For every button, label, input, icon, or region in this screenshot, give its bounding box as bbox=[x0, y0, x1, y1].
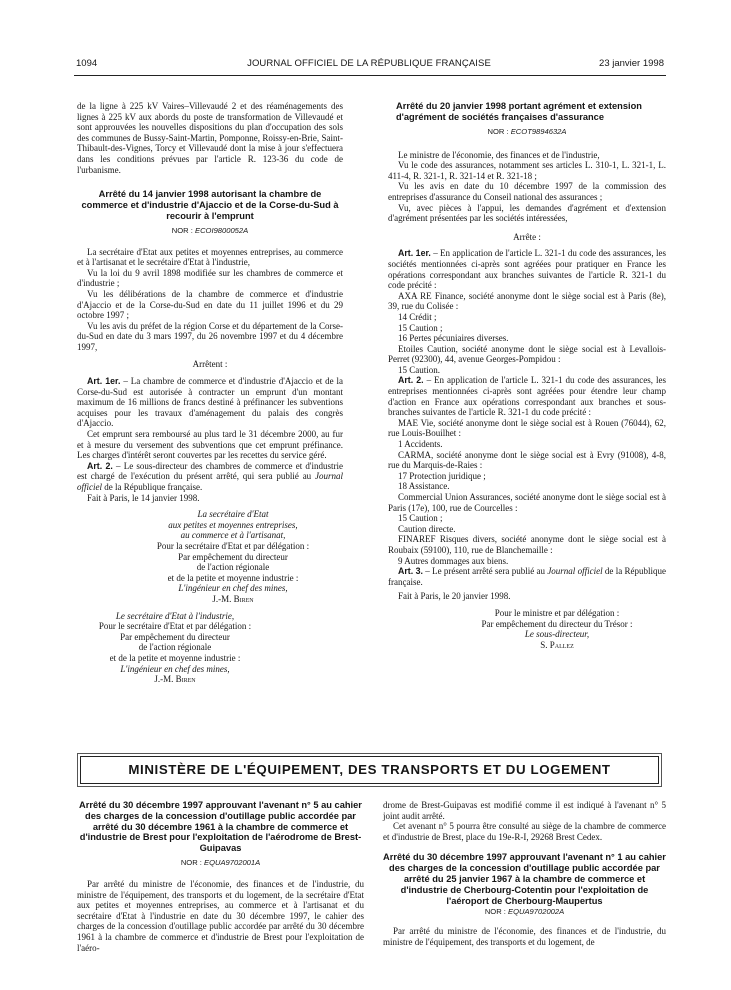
fait-a-paris: Fait à Paris, le 14 janvier 1998. bbox=[87, 492, 200, 503]
list-item: 14 Crédit ; bbox=[398, 311, 437, 322]
nor-reference: NOR : EQUA9702002A bbox=[484, 907, 565, 917]
header-rule bbox=[74, 75, 666, 76]
article-2: Art. 2. – En application de l'article L. 321-1 du code des assurances, les entreprises mentionnées ci-après sont agréées pour étendre leur champ d'action en France aux opérations correspondant aux branches et sous-branches suivantes de l'article R. 321-1 du code précité : bbox=[388, 375, 666, 418]
decree-title-assurance: Arrêté du 20 janvier 1998 portant agrément et extension d'agrément de sociétés françaises d'assurance bbox=[396, 101, 642, 122]
list-item: FINAREF Risques divers, société anonyme dont le siège social est à Roubaix (59100), 110, rue de Blanchemaille : bbox=[388, 534, 666, 555]
page-number: 1094 bbox=[76, 58, 98, 69]
preamble-1: La secrétaire d'Etat aux petites et moyennes entreprises, au commerce et à l'artisanat et le secrétaire d'Etat à l'industrie, bbox=[77, 246, 343, 268]
preamble-2: Vu la loi du 9 avril 1898 modifiée sur les chambres de commerce et d'industrie ; bbox=[77, 267, 343, 289]
decree-title-ajaccio: Arrêté du 14 janvier 1998 autorisant la chambre de commerce et d'industrie d'Ajaccio et de la Corse-du-Sud à recourir à l'emprunt bbox=[81, 189, 339, 221]
page-header bbox=[74, 58, 664, 72]
consultation-paragraph: Cet avenant n° 5 pourra être consulté au siège de la chambre de commerce et d'industrie de Brest, place du 19e-R-I, 29268 Brest Cedex. bbox=[383, 821, 666, 842]
nor-reference: NOR : ECOI9800052A bbox=[171, 225, 249, 235]
list-item: Caution directe. bbox=[398, 523, 456, 534]
preamble-4: Vu, avec pièces à l'appui, les demandes d'agrément et d'extension d'agrément présentées par les sociétés intéressées, bbox=[388, 202, 666, 224]
preamble-3: Vu les délibérations de la chambre de commerce et d'industrie d'Ajaccio et de la Corse-du-Sud en date du 11 juillet 1996 et du 29 octobre 1997 ; bbox=[77, 288, 343, 321]
continued-text: drome de Brest-Guipavas est modifié comme il est indiqué à l'avenant n° 5 joint audit arrêté. bbox=[383, 800, 666, 821]
preamble-1: Le ministre de l'économie, des finances et de l'industrie, bbox=[398, 149, 600, 160]
list-item: MAE Vie, société anonyme dont le siège social est à Rouen (76044), 62, rue Louis-Bouilhet : bbox=[388, 417, 666, 439]
decree-title-cherbourg: Arrêté du 30 décembre 1997 approuvant l'avenant n° 1 au cahier des charges de la concession d'outillage public accordée par arrêté du 25 janvier 1967 à la chambre de commerce et d'industrie de Cherbourg-Cotentin pour l'exploitation de l'aéroport de Cherbourg-Maupertus bbox=[383, 852, 666, 906]
list-item: Commercial Union Assurances, société anonyme dont le siège social est à Paris (17e), 100, rue de Courcelles : bbox=[388, 492, 666, 513]
list-item: 1 Accidents. bbox=[398, 439, 443, 450]
article-1-para-2: Cet emprunt sera remboursé au plus tard le 31 décembre 2000, au fur et à mesure du versement des subventions que cet emprunt préfinance. Les charges d'intérêt seront couvertes par les recettes du service géré. bbox=[77, 429, 343, 461]
list-item: AXA RE Finance, société anonyme dont le siège social est à Paris (8e), 39, rue du Colisée : bbox=[388, 290, 666, 312]
list-item: 18 Assistance. bbox=[398, 481, 450, 492]
arretent-heading: Arrêtent : bbox=[192, 359, 228, 370]
preamble-4: Vu les avis du préfet de la région Corse et du département de la Corse-du-Sud en date du 3 mars 1997, du 26 novembre 1997 et du 4 décembre 1997, bbox=[77, 320, 343, 352]
list-item: 16 Pertes pécuniaires diverses. bbox=[398, 333, 509, 344]
left-column bbox=[77, 101, 343, 685]
list-item: 15 Caution. bbox=[398, 364, 440, 375]
list-item: Etoiles Caution, société anonyme dont le siège social est à Levallois-Perret (92300), 44, avenue Georges-Pompidou : bbox=[388, 343, 666, 365]
decree-title-brest: Arrêté du 30 décembre 1997 approuvant l'avenant n° 5 au cahier des charges de la concession d'outillage public accordée par arrêté du 30 décembre 1961 à la chambre de commerce et d'industrie de Brest pour l'exploitation de l'aérodrome de Brest-Guipavas bbox=[79, 800, 362, 854]
signature-block: Pour le ministre et par délégation : Par empêchement du directeur du Trésor : Le sous-directeur, S. Pallez bbox=[481, 607, 633, 650]
list-item: 15 Caution ; bbox=[398, 322, 443, 333]
signature-block-1: La secrétaire d'Etat aux petites et moyennes entreprises, au commerce et à l'artisanat, Pour la secrétaire d'Etat et par délégation : Par empêchement du directeur de l'action régionale et de la petite et moyenne industrie : L'ingénieur en chef des mines, J.-M. Biren bbox=[156, 509, 310, 604]
arrete-heading: Arrête : bbox=[513, 231, 541, 242]
list-item: 17 Protection juridique ; bbox=[398, 470, 486, 481]
issue-date: 23 janvier 1998 bbox=[599, 58, 664, 69]
article-3: Art. 3. – Le présent arrêté sera publié au Journal officiel de la République française. bbox=[388, 566, 666, 587]
list-item: 9 Autres dommages aux biens. bbox=[398, 555, 509, 566]
ministry-banner: MINISTÈRE DE L'ÉQUIPEMENT, DES TRANSPORTS ET DU LOGEMENT bbox=[80, 756, 659, 784]
nor-reference: NOR : ECOT9894632A bbox=[487, 126, 567, 136]
article-2: Art. 2. – Le sous-directeur des chambres de commerce et d'industrie est chargé de l'exécution du présent arrêté, qui sera publié au Journal officiel de la République française. bbox=[77, 460, 343, 493]
signature-block-2: Le secrétaire d'Etat à l'industrie, Pour le secrétaire d'Etat et par délégation : Par empêchement du directeur de l'action régionale et de la petite et moyenne industrie : L'ingénieur en chef des mines, J.-M. Biren bbox=[98, 610, 252, 685]
right-column bbox=[388, 101, 666, 650]
fait-a-paris: Fait à Paris, le 20 janvier 1998. bbox=[398, 591, 511, 602]
article-1: Art. 1er. – En application de l'article L. 321-1 du code des assurances, les sociétés mentionnées ci-après sont agréées pour pratiquer en France les opérations correspondant aux branches suivantes de l'article R. 321-1 du code précité : bbox=[388, 248, 666, 291]
nor-reference: NOR : EQUA9702001A bbox=[180, 857, 261, 867]
bottom-right-column bbox=[383, 800, 666, 948]
list-item: 15 Caution ; bbox=[398, 513, 443, 524]
journal-title: JOURNAL OFFICIEL DE LA RÉPUBLIQUE FRANÇAISE bbox=[247, 58, 491, 69]
list-item: CARMA, société anonyme dont le siège social est à Evry (91008), 4-8, rue du Marquis-de-Raies : bbox=[388, 449, 666, 471]
decree-text: Par arrêté du ministre de l'économie, des finances et de l'industrie, du ministre de l'équipement, des transports et du logement, de bbox=[383, 926, 666, 947]
preamble-3: Vu les avis en date du 10 décembre 1997 de la commission des entreprises d'assurance du Conseil national des assurances ; bbox=[388, 181, 666, 202]
decree-text: Par arrêté du ministre de l'économie, des finances et de l'industrie, du ministre de l'équipement, des transports et du logement, de la secrétaire d'Etat aux petites et moyennes entreprises, au commerce et à l'artisanat et du secrétaire d'Etat à l'industrie en date du 30 décembre 1997, le cahier des charges de la concession d'outillage public accordée par arrêté du 30 décembre 1961 à la chambre de commerce et d'industrie de Brest pour l'exploitation de l'aéro- bbox=[77, 878, 364, 953]
article-1: Art. 1er. – La chambre de commerce et d'industrie d'Ajaccio et de la Corse-du-Sud est autorisée à contracter un emprunt d'un montant maximum de 16 millions de francs destiné à préfinancer les subventions acquises pour les travaux d'aménagement du palais des congrès d'Ajaccio. bbox=[77, 376, 343, 429]
bottom-left-column bbox=[77, 800, 364, 953]
intro-paragraph: de la ligne à 225 kV Vaires–Villevaudé 2 et des réaménagements des lignes à 225 kV aux abords du poste de transformation de Villevaudé et sont approuvées les nouvelles dispositions du plan d'occupation des sols des communes de Bussy-Saint-Martin, Pomponne, Roissy-en-Brie, Saint-Thibault-des-Vignes, Torcy et Villevaudé dont la mise à jour s'effectuera dans les conditions prévues par l'article R. 123-36 du code de l'urbanisme. bbox=[77, 101, 343, 175]
preamble-2: Vu le code des assurances, notamment ses articles L. 310-1, L. 321-1, L. 411-4, R. 321-1, R. 321-14 et R. 321-18 ; bbox=[388, 160, 666, 181]
